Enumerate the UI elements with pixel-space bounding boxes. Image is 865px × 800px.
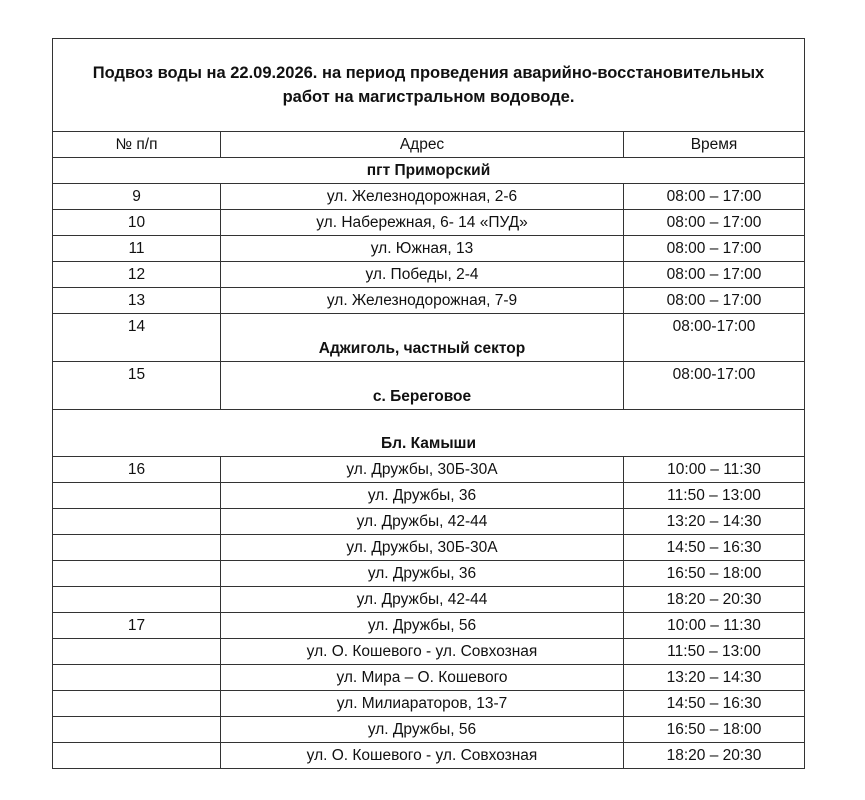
num-cell [53, 639, 221, 665]
address-cell: Аджиголь, частный сектор [221, 314, 624, 362]
section-row [53, 410, 805, 457]
time-cell: 10:00 – 11:30 [624, 613, 805, 639]
table-row [53, 587, 805, 613]
time-cell: 08:00 – 17:00 [624, 288, 805, 314]
title-line-1: Подвоз воды на 22.09.2026. на период проведения аварийно-восстановительных [92, 64, 765, 82]
num-cell: 11 [53, 236, 221, 262]
section-kamyshi: Бл. Камыши [53, 410, 805, 457]
address-cell: ул. Дружбы, 30Б-30А [221, 535, 624, 561]
table-row [53, 743, 805, 769]
table-header [53, 132, 805, 158]
time-cell: 08:00 – 17:00 [624, 236, 805, 262]
header-time: Время [624, 132, 805, 158]
table-row [53, 561, 805, 587]
num-cell: 14 [53, 314, 221, 362]
num-cell [53, 561, 221, 587]
num-cell: 9 [53, 184, 221, 210]
address-cell: ул. Южная, 13 [221, 236, 624, 262]
address-cell: ул. О. Кошевого - ул. Совхозная [221, 639, 624, 665]
time-cell: 08:00 – 17:00 [624, 262, 805, 288]
table-row [53, 483, 805, 509]
time-cell: 11:50 – 13:00 [624, 483, 805, 509]
table-row [53, 314, 805, 362]
time-cell: 08:00-17:00 [624, 362, 805, 410]
section-primorsky: пгт Приморский [53, 158, 805, 184]
table-row [53, 691, 805, 717]
section-row [53, 158, 805, 184]
address-cell: ул. Дружбы, 42-44 [221, 509, 624, 535]
time-cell: 10:00 – 11:30 [624, 457, 805, 483]
num-cell [53, 743, 221, 769]
header-address: Адрес [221, 132, 624, 158]
table-row [53, 665, 805, 691]
table-row [53, 262, 805, 288]
schedule-document [52, 38, 802, 769]
num-cell [53, 535, 221, 561]
address-cell: ул. Дружбы, 36 [221, 483, 624, 509]
time-cell: 14:50 – 16:30 [624, 535, 805, 561]
time-cell: 14:50 – 16:30 [624, 691, 805, 717]
num-cell [53, 691, 221, 717]
time-cell: 16:50 – 18:00 [624, 717, 805, 743]
address-cell: с. Береговое [221, 362, 624, 410]
address-cell: ул. Дружбы, 36 [221, 561, 624, 587]
num-cell [53, 509, 221, 535]
num-cell [53, 587, 221, 613]
time-cell: 13:20 – 14:30 [624, 509, 805, 535]
time-cell: 08:00 – 17:00 [624, 210, 805, 236]
num-cell [53, 717, 221, 743]
table-row [53, 362, 805, 410]
num-cell: 15 [53, 362, 221, 410]
address-cell: ул. Набережная, 6- 14 «ПУД» [221, 210, 624, 236]
header-num: № п/п [53, 132, 221, 158]
address-cell: ул. Дружбы, 56 [221, 717, 624, 743]
table-row [53, 639, 805, 665]
time-cell: 18:20 – 20:30 [624, 743, 805, 769]
table-row [53, 509, 805, 535]
title-line-2: работ на магистральном водоводе. [282, 88, 575, 106]
num-cell: 10 [53, 210, 221, 236]
time-cell: 08:00-17:00 [624, 314, 805, 362]
address-cell: ул. Железнодорожная, 7-9 [221, 288, 624, 314]
num-cell: 12 [53, 262, 221, 288]
time-cell: 18:20 – 20:30 [624, 587, 805, 613]
table-row [53, 535, 805, 561]
num-cell: 16 [53, 457, 221, 483]
num-cell [53, 483, 221, 509]
address-cell: ул. Дружбы, 42-44 [221, 587, 624, 613]
address-cell: ул. Мира – О. Кошевого [221, 665, 624, 691]
address-cell: ул. Дружбы, 56 [221, 613, 624, 639]
address-cell: ул. Дружбы, 30Б-30А [221, 457, 624, 483]
table-row [53, 210, 805, 236]
water-delivery-table [52, 38, 805, 769]
table-row [53, 184, 805, 210]
num-cell: 13 [53, 288, 221, 314]
table-row [53, 236, 805, 262]
address-cell: ул. Железнодорожная, 2-6 [221, 184, 624, 210]
table-row [53, 613, 805, 639]
address-cell: ул. Милиараторов, 13-7 [221, 691, 624, 717]
time-cell: 08:00 – 17:00 [624, 184, 805, 210]
address-cell: ул. Победы, 2-4 [221, 262, 624, 288]
table-row [53, 717, 805, 743]
time-cell: 16:50 – 18:00 [624, 561, 805, 587]
num-cell: 17 [53, 613, 221, 639]
table-row [53, 288, 805, 314]
address-cell: ул. О. Кошевого - ул. Совхозная [221, 743, 624, 769]
document-title [53, 39, 805, 132]
time-cell: 13:20 – 14:30 [624, 665, 805, 691]
num-cell [53, 665, 221, 691]
table-row [53, 457, 805, 483]
time-cell: 11:50 – 13:00 [624, 639, 805, 665]
